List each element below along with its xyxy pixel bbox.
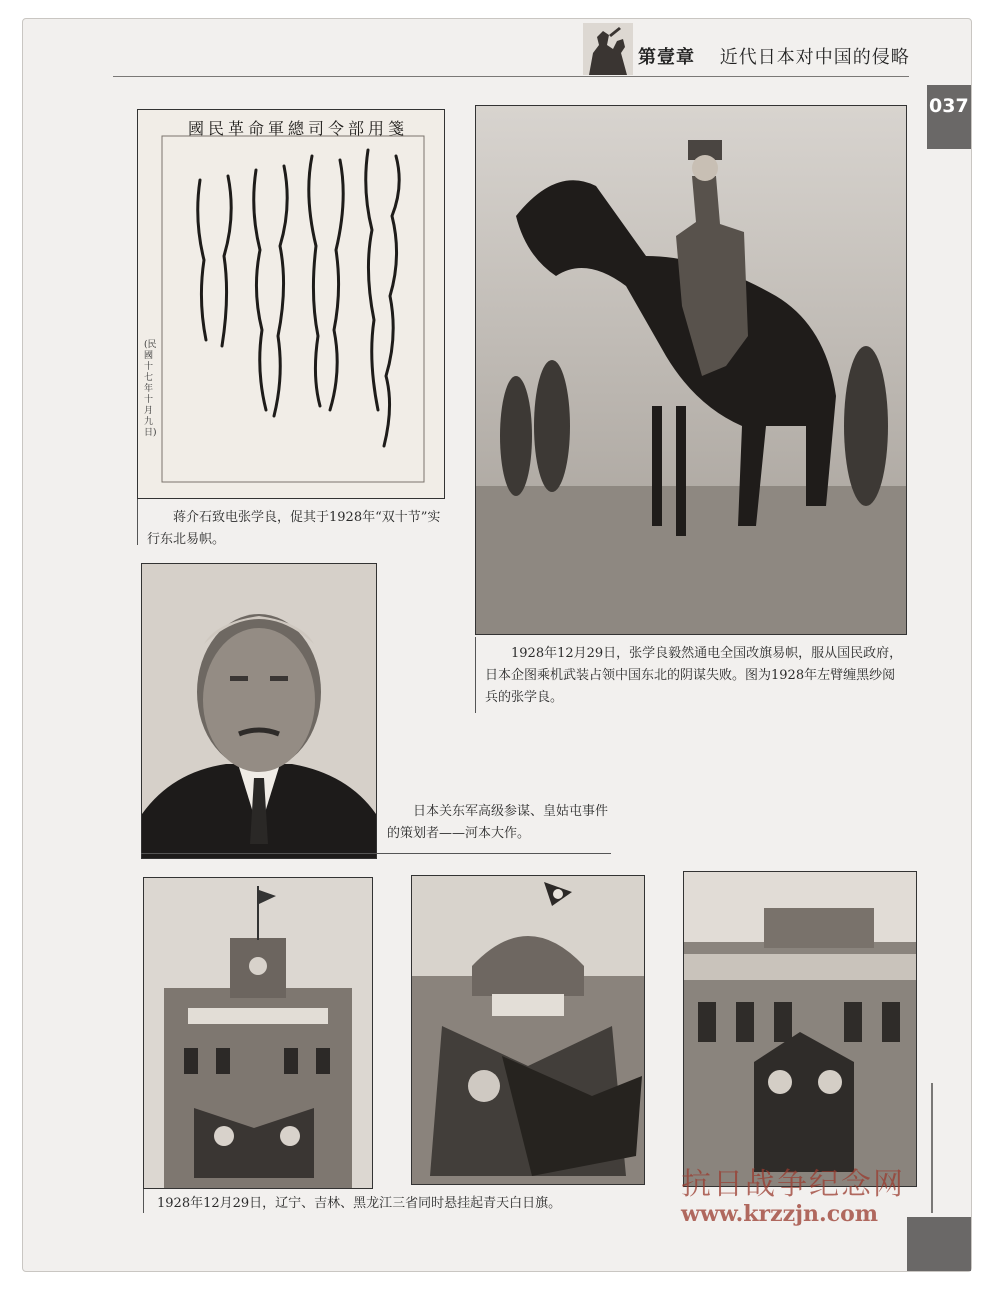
portrait-caption-rule	[141, 853, 611, 854]
buildings-caption-rule	[143, 1189, 144, 1213]
watermark-url: www.krzzjn.com	[681, 1201, 879, 1227]
zhang-xueliang-horse-photo	[475, 105, 907, 635]
horse-photo-caption: 1928年12月29日，张学良毅然通电全国改旗易帜，服从国民政府，日本企图乘机武装占领中国东北的阴谋失败。图为1928年左臂缠黑纱阅兵的张学良。	[485, 646, 903, 705]
liaoning-building-image	[144, 878, 372, 1188]
telegram-date-note: (民國十七年十月九日)	[144, 340, 157, 438]
kawamoto-portrait-image	[142, 564, 376, 858]
page-header	[23, 19, 971, 77]
telegram-letterhead: 國民革命軍總司令部用箋	[187, 119, 408, 138]
heilongjiang-building-photo	[683, 871, 917, 1187]
liaoning-building-photo	[143, 877, 373, 1189]
bottom-corner-tab	[907, 1217, 971, 1271]
horse-caption-rule	[475, 637, 476, 713]
kawamoto-portrait-photo	[141, 563, 377, 859]
telegram-caption-rule	[137, 499, 138, 545]
portrait-caption: 日本关东军高级参谋、皇姑屯事件的策划者——河本大作。	[387, 804, 609, 841]
side-divider	[931, 1083, 933, 1213]
book-page	[22, 18, 972, 1272]
buildings-caption: 1928年12月29日，辽宁、吉林、黑龙江三省同时悬挂起青天白日旗。	[157, 1196, 562, 1211]
telegram-handwriting-image	[138, 110, 444, 498]
site-watermark	[681, 1159, 905, 1227]
telegram-caption: 蒋介石致电张学良，促其于1928年“双十节”实行东北易帜。	[147, 510, 441, 547]
jilin-building-photo	[411, 875, 645, 1185]
telegram-photo	[137, 109, 445, 499]
chapter-title: 近代日本对中国的侵略	[719, 47, 910, 68]
horse-parade-image	[476, 106, 906, 634]
watermark-title: 抗日战争纪念网	[681, 1167, 905, 1202]
jilin-building-image	[412, 876, 644, 1184]
header-title	[638, 43, 910, 69]
soldier-statue-icon	[583, 23, 633, 75]
heilongjiang-building-image	[684, 872, 916, 1186]
page-number: 037	[929, 95, 969, 117]
chapter-label: 第壹章	[638, 47, 695, 68]
header-divider	[113, 76, 909, 77]
